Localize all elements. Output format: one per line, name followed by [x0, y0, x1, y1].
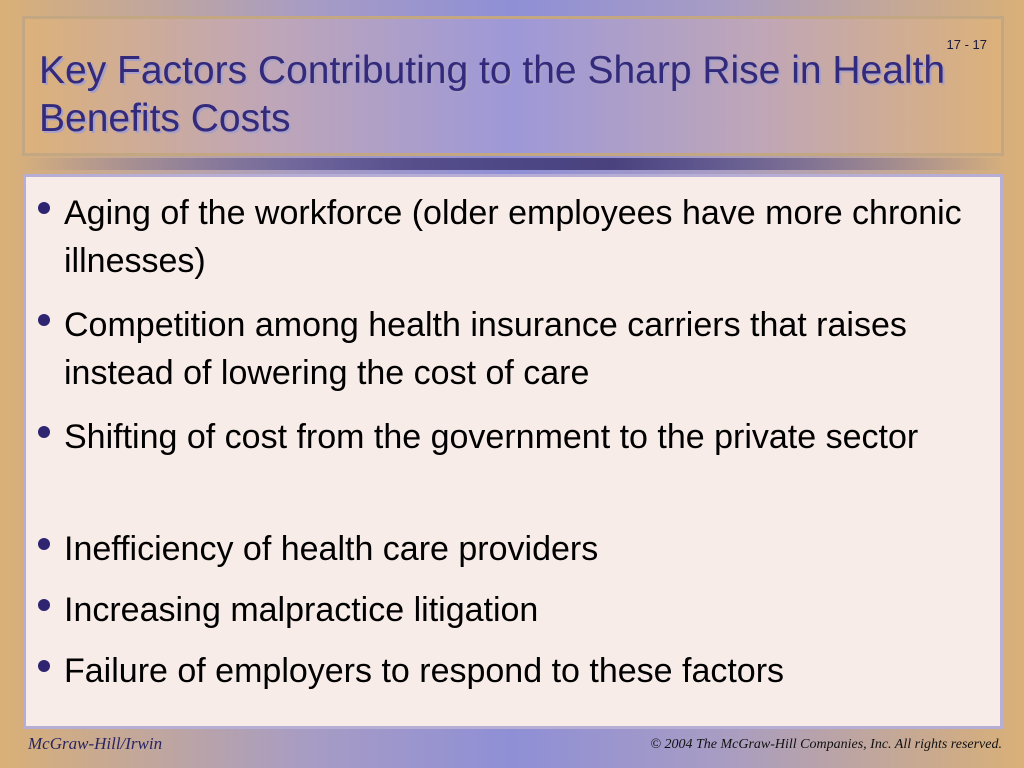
- bullet-item: [38, 525, 978, 573]
- bullet-text: Failure of employers to respond to these factors: [64, 652, 785, 690]
- bullet-dot-icon: [38, 426, 50, 438]
- bullet-item: [38, 647, 978, 695]
- bullet-text: Increasing malpractice litigation: [64, 591, 539, 629]
- title-divider: [22, 158, 1004, 170]
- bullet-item: [38, 586, 978, 634]
- bullet-item: [38, 189, 978, 285]
- bullet-dot-icon: [38, 314, 50, 326]
- content-panel: [23, 174, 1003, 729]
- bullet-item: [38, 301, 978, 397]
- slide-title: Key Factors Contributing to the Sharp Rise in Health Benefits Costs: [39, 49, 946, 140]
- bullet-dot-icon: [38, 538, 50, 550]
- bullet-dot-icon: [38, 599, 50, 611]
- bullet-text: Shifting of cost from the government to the private sector: [64, 418, 919, 456]
- footer-publisher: McGraw-Hill/Irwin: [28, 734, 163, 753]
- bullet-text: Competition among health insurance carriers that raises instead of lowering the cost of care: [64, 306, 907, 392]
- footer-copyright: © 2004 The McGraw-Hill Companies, Inc. All rights reserved.: [650, 737, 1002, 752]
- bullet-text: Aging of the workforce (older employees have more chronic illnesses): [64, 194, 962, 280]
- slide-number: 17 - 17: [946, 37, 987, 52]
- bullet-item: [38, 413, 978, 461]
- bullet-text: Inefficiency of health care providers: [64, 530, 599, 568]
- title-panel: [22, 16, 1004, 156]
- bullet-dot-icon: [38, 660, 50, 672]
- bullet-dot-icon: [38, 202, 50, 214]
